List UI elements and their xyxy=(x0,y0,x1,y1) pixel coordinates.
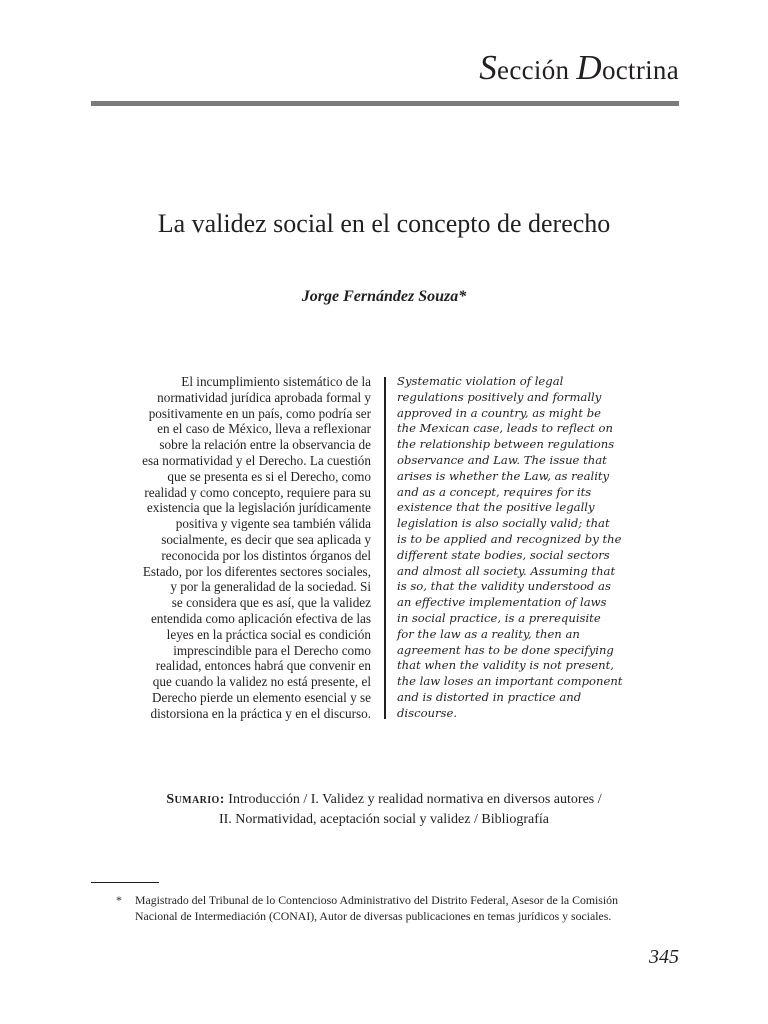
abstract-en-line: the relationship between regulations xyxy=(397,437,615,452)
abstract-en-line: regulations positively and formally xyxy=(397,389,602,404)
abstract-es-line: positivamente en un país, como podría ser xyxy=(148,405,371,421)
summary-text-1: Introducción / I. Validez y realidad normativa en diversos autores / xyxy=(228,792,602,807)
abstract-es-line: imprescindible para el Derecho como xyxy=(173,642,371,658)
abstract-es-line: distorsiona en la práctica y en el discurso. xyxy=(150,705,371,721)
column-divider xyxy=(384,377,386,719)
abstract-en-line: discourse. xyxy=(397,705,458,720)
abstract-spanish xyxy=(112,374,371,722)
header-divider xyxy=(91,101,679,106)
abstract-en-line: Systematic violation of legal xyxy=(397,374,564,388)
page-number: 345 xyxy=(649,946,679,968)
summary-line-2: II. Normatividad, aceptación social y validez / Bibliografía xyxy=(218,812,550,827)
abstract-es-line: y por la generalidad de la sociedad. Si xyxy=(170,579,371,595)
abstract-en-line: and almost all society. Assuming that xyxy=(397,563,616,578)
abstract-es-line: sobre la relación entre la observancia de xyxy=(159,437,371,453)
abstract-es-line: El incumplimiento sistemático de la xyxy=(181,374,371,389)
abstract-es-line: leyes en la práctica social es condición xyxy=(166,626,371,642)
footnote-marker: * xyxy=(116,893,122,907)
abstract-en-line: is so, that the validity understood as xyxy=(397,579,611,594)
abstract-en-line: different state bodies, social sectors xyxy=(397,547,610,562)
abstract-es-line: realidad, entonces habrá que convenir en xyxy=(155,658,371,674)
abstract-en-line: an effective implementation of laws xyxy=(397,595,607,610)
abstract-es-line: entendida como aplicación efectiva de las xyxy=(150,610,371,626)
abstract-es-line: Estado, por los diferentes sectores sociales, xyxy=(142,563,371,579)
abstract-en-line: is to be applied and recognized by the xyxy=(397,531,622,546)
abstract-en-line: for the law as a reality, then an xyxy=(397,626,580,641)
abstract-en-line: the Mexican case, leads to reflect on xyxy=(397,421,613,436)
footnote-line-2: Nacional de Intermediación (CONAI), Autor de diversas publicaciones en temas jurídicos y sociales. xyxy=(135,909,612,923)
article-title: La validez social en el concepto de derecho xyxy=(157,209,611,238)
summary-line-1 xyxy=(0,790,768,810)
section-header-cap-s: S xyxy=(479,48,498,87)
abstract-es-line: que cuando la validez no está presente, el xyxy=(152,674,371,690)
abstract-en-line: that when the validity is not present, xyxy=(397,658,614,673)
abstract-en-line: agreement has to be done specifying xyxy=(397,642,614,657)
abstract-es-line: reconocida por los distintos órganos del xyxy=(161,547,371,563)
abstract-es-line: esa normatividad y el Derecho. La cuestión xyxy=(142,452,371,468)
section-header xyxy=(479,48,679,88)
abstract-es-line: normatividad jurídica aprobada formal y xyxy=(157,389,371,405)
abstract-en-line: and as a concept, requires for its xyxy=(397,484,592,499)
abstract-es-line: Derecho pierde un elemento esencial y se xyxy=(152,689,371,705)
section-header-rest-1: ección xyxy=(497,55,577,85)
summary xyxy=(0,790,768,830)
section-header-rest-2: octrina xyxy=(601,55,679,85)
abstract-en-line: legislation is also socially valid; that xyxy=(397,516,610,531)
abstract-en-line: arises is whether the Law, as reality xyxy=(397,468,610,483)
section-header-cap-d: D xyxy=(576,48,602,87)
abstract-en-line: and is distorted in practice and xyxy=(397,689,582,704)
footnote-line-1: Magistrado del Tribunal de lo Contencioso Administrativo del Distrito Federal, Asesor de la Comisión xyxy=(135,893,618,907)
abstract-en-line: in social practice, is a prerequisite xyxy=(397,610,601,625)
abstract-es-line: realidad y como concepto, requiere para su xyxy=(144,484,371,500)
abstract-es-line: socialmente, es decir que sea aplicada y xyxy=(161,531,371,547)
footnote-text xyxy=(135,892,618,924)
footnote-divider xyxy=(91,882,159,883)
abstract-en-line: approved in a country, as might be xyxy=(397,405,602,420)
abstract-es-line: positiva y vigente sea también válida xyxy=(175,516,371,532)
summary-label: Sumario: xyxy=(166,792,225,807)
abstract-english xyxy=(397,374,623,722)
abstract-en-line: observance and Law. The issue that xyxy=(397,452,607,467)
abstract-en-line: the law loses an important component xyxy=(397,674,623,689)
abstract-en-line: existence that the positive legally xyxy=(397,500,595,515)
abstract-es-line: existencia que la legislación jurídicamente xyxy=(146,500,371,516)
article-author: Jorge Fernández Souza* xyxy=(301,288,467,305)
abstract-es-line: que se presenta es si el Derecho, como xyxy=(167,468,371,484)
abstract-es-line: se considera que es así, que la validez xyxy=(171,595,371,611)
abstract-es-line: en el caso de México, lleva a reflexionar xyxy=(157,421,371,437)
